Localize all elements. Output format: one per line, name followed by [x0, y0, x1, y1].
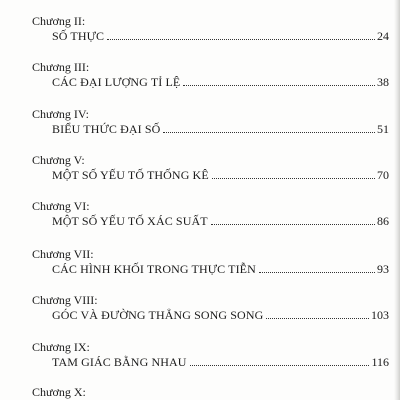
dot-leader [212, 178, 375, 179]
chapter-title: MỘT SỐ YẾU TỐ XÁC SUẤT [52, 214, 208, 228]
dot-leader [190, 365, 370, 366]
dot-leader [259, 272, 375, 273]
page-number: 24 [377, 29, 389, 43]
chapter-heading: Chương VIII: [32, 293, 98, 307]
dot-leader [211, 224, 375, 225]
page-number: 116 [371, 355, 389, 369]
chapter-heading: Chương X: [32, 385, 86, 399]
chapter-heading: Chương III: [32, 60, 90, 74]
chapter-title: BIỂU THỨC ĐẠI SỐ [52, 122, 161, 136]
toc-line[interactable] [52, 29, 389, 43]
chapter-heading: Chương VI: [32, 199, 90, 213]
dot-leader [107, 39, 375, 40]
page-number: 93 [377, 262, 389, 276]
dot-leader [266, 318, 369, 319]
toc-line[interactable] [52, 214, 389, 228]
chapter-heading: Chương IX: [32, 340, 90, 354]
chapter-heading: Chương IV: [32, 107, 89, 121]
toc-line[interactable] [52, 168, 389, 182]
toc-line[interactable] [52, 308, 389, 322]
toc-line[interactable] [52, 262, 389, 276]
page-number: 103 [371, 308, 389, 322]
chapter-heading: Chương II: [32, 14, 86, 28]
page-number: 70 [377, 168, 389, 182]
dot-leader [163, 132, 375, 133]
page-edge-shadow [394, 0, 400, 400]
chapter-title: GÓC VÀ ĐƯỜNG THẲNG SONG SONG [52, 308, 264, 322]
chapter-heading: Chương VII: [32, 247, 94, 261]
page-number: 86 [377, 214, 389, 228]
chapter-title: CÁC ĐẠI LƯỢNG TỈ LỆ [52, 75, 181, 89]
page-number: 38 [377, 75, 389, 89]
chapter-title: CÁC HÌNH KHỐI TRONG THỰC TIỄN [52, 262, 256, 276]
chapter-heading: Chương V: [32, 153, 85, 167]
page-number: 51 [377, 122, 389, 136]
toc-line[interactable] [52, 355, 389, 369]
chapter-title: SỐ THỰC [52, 29, 105, 43]
chapter-title: MỘT SỐ YẾU TỐ THỐNG KÊ [52, 168, 209, 182]
dot-leader [183, 85, 375, 86]
toc-line[interactable] [52, 122, 389, 136]
chapter-title: TAM GIÁC BẰNG NHAU [52, 355, 187, 369]
toc-line[interactable] [52, 75, 389, 89]
